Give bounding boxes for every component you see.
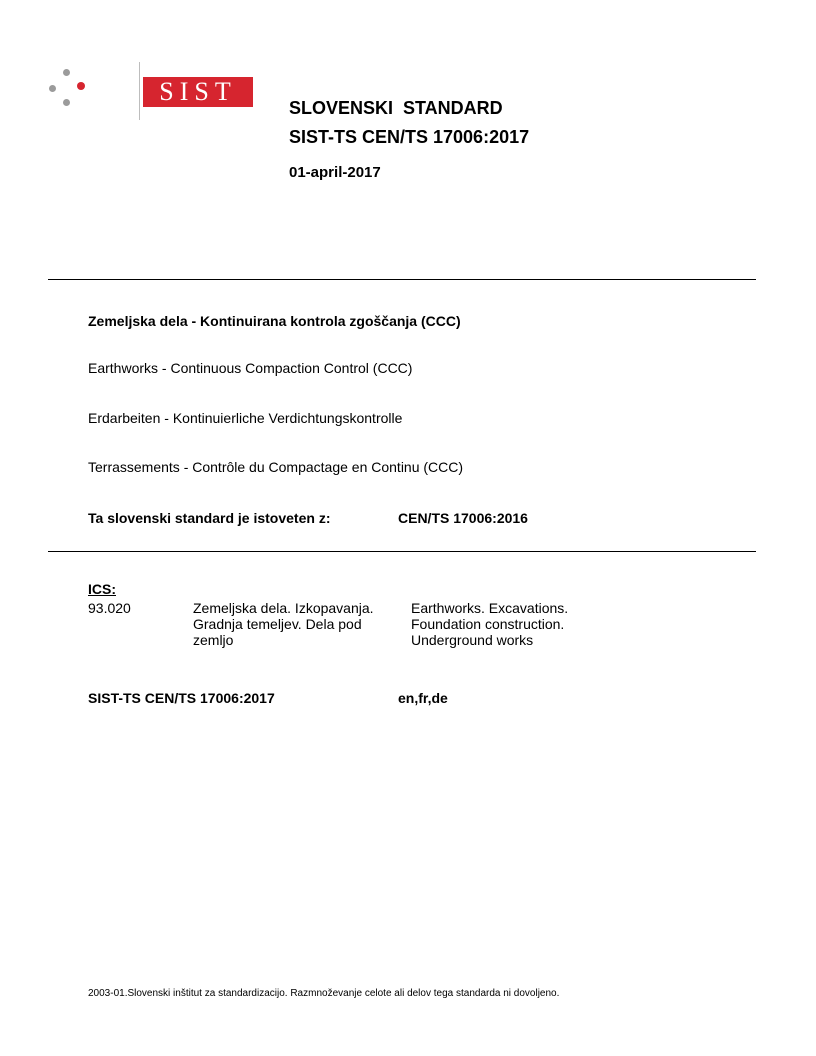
title-french: Terrassements - Contrôle du Compactage en Continu (CCC) xyxy=(88,459,464,475)
title-english: Earthworks - Continuous Compaction Control (CCC) xyxy=(88,360,413,376)
logo-wordmark: SIST xyxy=(143,77,253,107)
logo-dot-icon xyxy=(77,82,85,90)
ics-sl-line: Gradnja temeljev. Dela pod xyxy=(193,616,362,632)
standard-heading: SLOVENSKI STANDARD xyxy=(289,98,503,118)
ics-en-line: Underground works xyxy=(411,632,534,648)
logo-divider xyxy=(139,62,140,120)
standard-code: SIST-TS CEN/TS 17006:2017 xyxy=(289,127,530,147)
logo-dot-icon xyxy=(49,85,56,92)
reference-code: SIST-TS CEN/TS 17006:2017 xyxy=(88,690,275,706)
identical-value: CEN/TS 17006:2016 xyxy=(398,510,528,526)
ics-sl-line: zemljo xyxy=(193,632,234,648)
logo-dot-icon xyxy=(63,69,70,76)
divider-bottom xyxy=(48,551,756,552)
logo-dot-icon xyxy=(63,99,70,106)
sist-logo xyxy=(48,62,237,120)
ics-sl-line: Zemeljska dela. Izkopavanja. xyxy=(193,600,374,616)
ics-en-line: Foundation construction. xyxy=(411,616,565,632)
divider-top xyxy=(48,279,756,280)
ics-label: ICS: xyxy=(88,581,116,597)
reference-languages: en,fr,de xyxy=(398,690,448,706)
ics-en-line: Earthworks. Excavations. xyxy=(411,600,569,616)
standard-date: 01-april-2017 xyxy=(289,164,381,181)
ics-description-slovenian xyxy=(193,600,413,648)
identical-label: Ta slovenski standard je istoveten z: xyxy=(88,510,331,526)
ics-code: 93.020 xyxy=(88,600,131,616)
ics-description-english xyxy=(411,600,631,648)
copyright-footer: 2003-01.Slovenski inštitut za standardizacijo. Razmnoževanje celote ali delov tega standarda ni dovoljeno. xyxy=(88,988,560,999)
title-german: Erdarbeiten - Kontinuierliche Verdichtungskontrolle xyxy=(88,410,403,426)
title-slovenian: Zemeljska dela - Kontinuirana kontrola zgoščanja (CCC) xyxy=(88,313,461,329)
